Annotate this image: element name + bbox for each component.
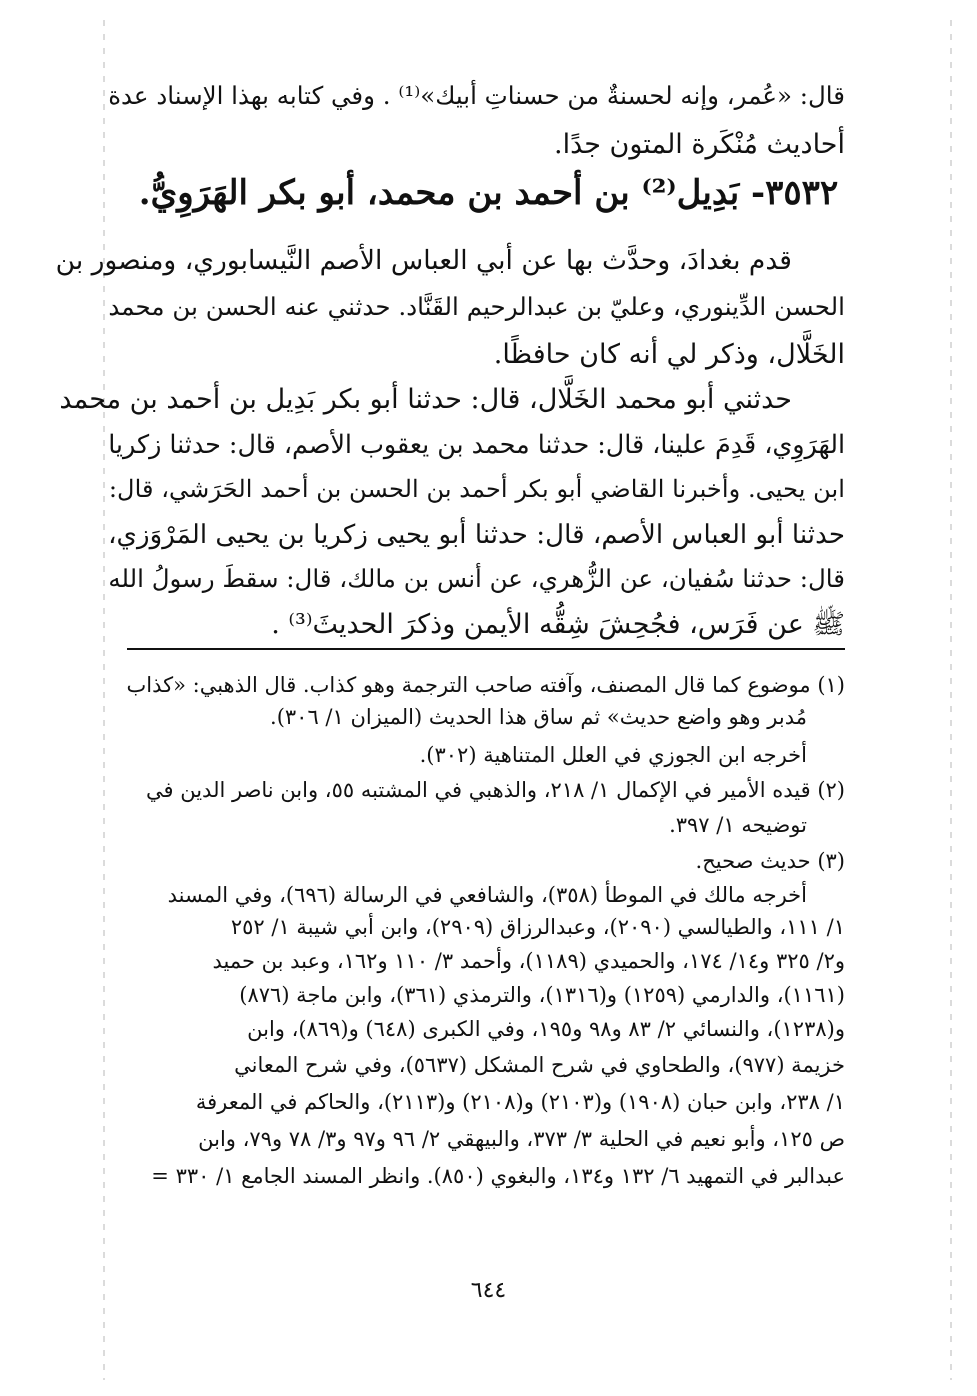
footnote-3-line-3: ١/ ١١١، والطيالسي (٢٠٩٠)، وعبدالرزاق (٢٩٠٩)، وابن أبي شيبة ١/ ٢٥٢ bbox=[230, 915, 845, 939]
hadith-line-4: حدثنا أبو العباس الأصم، قال: حدثنا أبو يحيى زكريا بن يحيى المَرْوَزي، bbox=[108, 520, 845, 550]
hadith-line-5: قال: حدثنا سُفيان، عن الزُّهري، عن أنس بن مالك، قال: سقطَ رسولُ الله bbox=[108, 564, 845, 593]
footnote-3-line-6: و(١٢٣٨)، والنسائي ٢/ ٨٣ و٩٨ و١٩٥، وفي الكبرى (٦٤٨) و(٨٦٩)، وابن bbox=[247, 1017, 845, 1041]
scan-margin-right bbox=[950, 20, 952, 1380]
page-number: ٦٤٤ bbox=[470, 1278, 507, 1303]
footnote-3-line-9: ص ١٢٥، وأبو نعيم في الحلية ٣/ ٣٧٣، والبيهقي ٢/ ٩٦ و٩٧ و٣/ ٧٨ و٧٩، وابن bbox=[198, 1127, 845, 1151]
entry-heading: ٣٥٣٢- بَدِيل⁽²⁾ بن أحمد بن محمد، أبو بكر الهَرَوِيُّ. bbox=[138, 173, 839, 213]
scan-margin-left bbox=[103, 20, 105, 1380]
footnote-1-line-1: (١) موضوع كما قال المصنف، وآفته صاحب الترجمة وهو كذاب. قال الذهبي: «كذاب bbox=[126, 673, 845, 697]
hadith-line-2: الهَرَوِي، قَدِمَ علينا، قال: حدثنا محمد بن يعقوب الأصم، قال: حدثنا زكريا bbox=[108, 429, 845, 459]
footnote-rule bbox=[127, 648, 845, 650]
hadith-line-3: ابن يحيى. وأخبرنا القاضي أبو بكر أحمد بن الحسن بن أحمد الحَرَشي، قال: bbox=[108, 475, 845, 503]
footnote-1-line-3: أخرجه ابن الجوزي في العلل المتناهية (٣٠٢). bbox=[419, 743, 807, 767]
intro-line-1: قال: «عُمر، وإنه لحسنةٌ من حسناتِ أبيك»⁽¹⁾ . وفي كتابه بهذا الإسناد عدة bbox=[108, 81, 845, 110]
footnote-3-line-7: خزيمة (٩٧٧)، والطحاوي في شرح المشكل (٥٦٣٧)، وفي شرح المعاني bbox=[234, 1053, 845, 1077]
footnote-3-line-8: ١/ ٢٣٨، وابن حبان (١٩٠٨) و(٢١٠٣) و(٢١٠٨) و(٢١١٣)، والحاكم في المعرفة bbox=[195, 1090, 845, 1114]
footnote-1-line-2: مُدبر وهو واضع حديث» ثم ساق هذا الحديث (الميزان ١/ ٣٠٦). bbox=[270, 705, 807, 729]
intro-line-2: أحاديث مُنْكَرة المتون جدًا. bbox=[554, 129, 845, 160]
hadith-line-1: حدثني أبو محمد الخَلَّال، قال: حدثنا أبو بكر بَدِيل بن أحمد بن محمد bbox=[59, 384, 792, 415]
footnote-3-line-10: عبدالبر في التمهيد ٦/ ١٣٢ و١٣٤، والبغوي (٨٥٠). وانظر المسند الجامع ١/ ٣٣٠ = bbox=[151, 1164, 845, 1188]
hadith-line-6: ﷺ عن فَرَس، فجُحِشَ شِقُّه الأيمن وذكرَ الحديثَ⁽³⁾ . bbox=[271, 609, 845, 640]
footnote-2-line-1: (٢) قيده الأمير في الإكمال ١/ ٢١٨، والذهبي في المشتبه ٥٥، وابن ناصر الدين في bbox=[146, 778, 845, 802]
footnote-3-line-4: و٢/ ٣٢٥ و١٤/ ١٧٤، والحميدي (١١٨٩)، وأحمد ٣/ ١١٠ و١٦٢، وعبد بن حميد bbox=[212, 949, 845, 973]
footnote-3-line-1: (٣) حديث صحيح. bbox=[695, 849, 845, 873]
footnote-3-line-5: (١١٦١)، والدارمي (١٢٥٩) و(١٣١٦)، والترمذي (٣٦١)، وابن ماجة (٨٧٦) bbox=[239, 983, 845, 1007]
bio-line-2: الحسن الدِّينوري، وعليّ بن عبدالرحيم القَنَّاد. حدثني عنه الحسن بن محمد bbox=[108, 292, 845, 321]
footnote-2-line-2: توضيحه ١/ ٣٩٧. bbox=[669, 813, 807, 837]
bio-line-3: الخَلَّال، وذكر لي أنه كان حافظًا. bbox=[493, 339, 845, 370]
footnote-3-line-2: أخرجه مالك في الموطأ (٣٥٨)، والشافعي في الرسالة (٦٩٦)، وفي المسند bbox=[167, 883, 807, 907]
bio-line-1: قدم بغدادَ، وحدَّث بها عن أبي العباس الأصم النَّيسابوري، ومنصور بن bbox=[55, 245, 792, 276]
